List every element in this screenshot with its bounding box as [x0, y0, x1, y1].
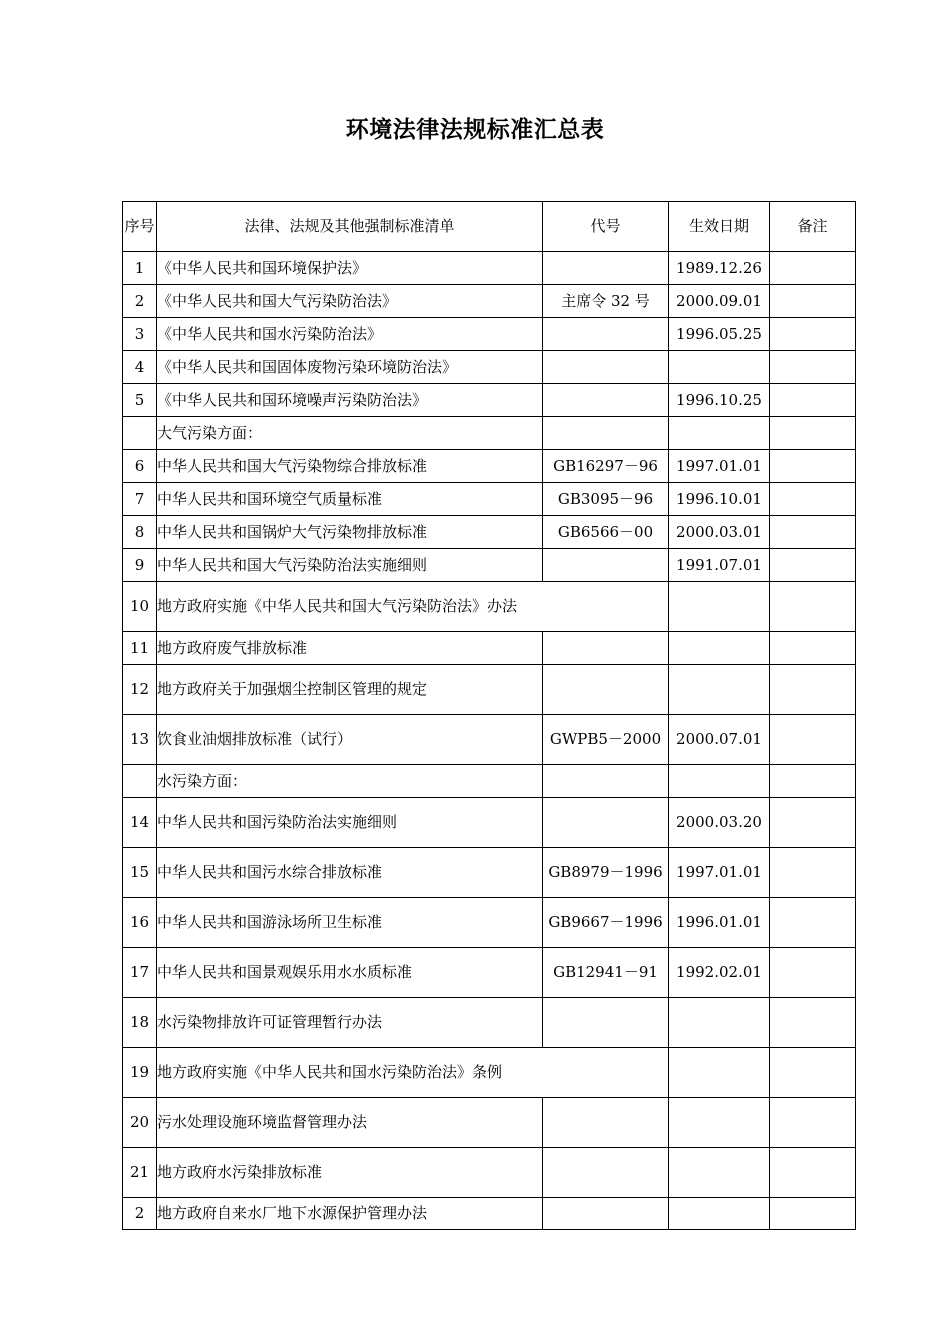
row-no: 19	[123, 1048, 157, 1098]
row-name: 《中华人民共和国环境保护法》	[157, 252, 543, 285]
row-no: 16	[123, 898, 157, 948]
row-code	[543, 765, 669, 798]
row-no: 4	[123, 351, 157, 384]
row-code	[543, 798, 669, 848]
row-note	[770, 1148, 856, 1198]
row-date	[669, 1048, 770, 1098]
row-no: 9	[123, 549, 157, 582]
row-date	[669, 1148, 770, 1198]
section-row-air	[123, 417, 856, 450]
row-code: GB16297－96	[543, 450, 669, 483]
row-no: 15	[123, 848, 157, 898]
row-code	[543, 1198, 669, 1230]
row-name: 《中华人民共和国固体废物污染环境防治法》	[157, 351, 543, 384]
row-code: GB8979－1996	[543, 848, 669, 898]
row-note	[770, 582, 856, 632]
row-note	[770, 848, 856, 898]
row-date: 1989.12.26	[669, 252, 770, 285]
row-name: 中华人民共和国环境空气质量标准	[157, 483, 543, 516]
row-code	[543, 252, 669, 285]
row-note	[770, 898, 856, 948]
header-date: 生效日期	[669, 202, 770, 252]
row-note	[770, 1098, 856, 1148]
row-note	[770, 516, 856, 549]
row-code	[543, 1098, 669, 1148]
row-date	[669, 1098, 770, 1148]
row-code	[543, 549, 669, 582]
row-note	[770, 351, 856, 384]
row-code: GB9667－1996	[543, 898, 669, 948]
row-note	[770, 632, 856, 665]
row-name: 《中华人民共和国水污染防治法》	[157, 318, 543, 351]
row-no: 5	[123, 384, 157, 417]
table-row	[123, 549, 856, 582]
row-no: 20	[123, 1098, 157, 1148]
section-heading-air: 大气污染方面：	[157, 417, 543, 450]
row-code	[543, 1148, 669, 1198]
section-heading-water: 水污染方面：	[157, 765, 543, 798]
row-code	[543, 665, 669, 715]
header-no: 序号	[123, 202, 157, 252]
regulations-table	[122, 201, 856, 1230]
table-row	[123, 516, 856, 549]
row-name: 地方政府自来水厂地下水源保护管理办法	[157, 1198, 543, 1230]
table-header-row	[123, 202, 856, 252]
table-row	[123, 1148, 856, 1198]
header-name: 法律、法规及其他强制标准清单	[157, 202, 543, 252]
row-note	[770, 715, 856, 765]
table-row	[123, 483, 856, 516]
row-date: 1997.01.01	[669, 848, 770, 898]
row-no: 1	[123, 252, 157, 285]
table-row	[123, 252, 856, 285]
row-name: 中华人民共和国大气污染防治法实施细则	[157, 549, 543, 582]
row-note	[770, 1198, 856, 1230]
table-row	[123, 715, 856, 765]
row-date: 1997.01.01	[669, 450, 770, 483]
row-no: 14	[123, 798, 157, 848]
row-note	[770, 285, 856, 318]
table-row	[123, 798, 856, 848]
row-no: 3	[123, 318, 157, 351]
row-name: 中华人民共和国大气污染物综合排放标准	[157, 450, 543, 483]
row-no: 8	[123, 516, 157, 549]
row-date: 1996.05.25	[669, 318, 770, 351]
header-code: 代号	[543, 202, 669, 252]
table-row	[123, 582, 856, 632]
row-code: GB3095－96	[543, 483, 669, 516]
row-code	[543, 632, 669, 665]
row-code	[543, 318, 669, 351]
table-row	[123, 998, 856, 1048]
row-date	[669, 665, 770, 715]
row-no: 2	[123, 285, 157, 318]
row-date: 1996.01.01	[669, 898, 770, 948]
row-note	[770, 948, 856, 998]
row-no	[123, 417, 157, 450]
table-row	[123, 1048, 856, 1098]
table-row	[123, 898, 856, 948]
row-code: GWPB5－2000	[543, 715, 669, 765]
row-date	[669, 1198, 770, 1230]
row-no	[123, 765, 157, 798]
row-code: GB12941－91	[543, 948, 669, 998]
table-row	[123, 948, 856, 998]
row-date	[669, 998, 770, 1048]
row-note	[770, 483, 856, 516]
section-row-water	[123, 765, 856, 798]
table-row	[123, 285, 856, 318]
row-date	[669, 582, 770, 632]
table-row	[123, 351, 856, 384]
row-date: 1996.10.25	[669, 384, 770, 417]
row-date: 2000.03.01	[669, 516, 770, 549]
row-note	[770, 318, 856, 351]
row-name: 中华人民共和国锅炉大气污染物排放标准	[157, 516, 543, 549]
row-name: 地方政府关于加强烟尘控制区管理的规定	[157, 665, 543, 715]
row-date	[669, 417, 770, 450]
row-date: 1992.02.01	[669, 948, 770, 998]
row-code: GB6566－00	[543, 516, 669, 549]
row-no: 21	[123, 1148, 157, 1198]
row-code	[543, 384, 669, 417]
row-note	[770, 252, 856, 285]
row-date: 2000.09.01	[669, 285, 770, 318]
row-note	[770, 998, 856, 1048]
row-no: 11	[123, 632, 157, 665]
row-note	[770, 384, 856, 417]
row-no: 6	[123, 450, 157, 483]
row-note	[770, 549, 856, 582]
row-no: 12	[123, 665, 157, 715]
table-row	[123, 665, 856, 715]
table-row	[123, 848, 856, 898]
row-note	[770, 450, 856, 483]
header-note: 备注	[770, 202, 856, 252]
row-no: 7	[123, 483, 157, 516]
row-date	[669, 632, 770, 665]
row-code	[543, 998, 669, 1048]
table-row	[123, 384, 856, 417]
row-date	[669, 351, 770, 384]
row-no: 13	[123, 715, 157, 765]
table-row	[123, 450, 856, 483]
row-date	[669, 765, 770, 798]
row-no: 10	[123, 582, 157, 632]
table-row	[123, 318, 856, 351]
row-name: 地方政府实施《中华人民共和国大气污染防治法》办法	[157, 582, 669, 632]
table-row	[123, 1198, 856, 1230]
row-note	[770, 765, 856, 798]
row-name: 地方政府废气排放标准	[157, 632, 543, 665]
row-no: 17	[123, 948, 157, 998]
row-date: 1996.10.01	[669, 483, 770, 516]
row-no: 18	[123, 998, 157, 1048]
row-name: 水污染物排放许可证管理暂行办法	[157, 998, 543, 1048]
table-row	[123, 1098, 856, 1148]
row-name: 中华人民共和国污染防治法实施细则	[157, 798, 543, 848]
row-name: 地方政府水污染排放标准	[157, 1148, 543, 1198]
row-name: 中华人民共和国污水综合排放标准	[157, 848, 543, 898]
row-name: 中华人民共和国游泳场所卫生标准	[157, 898, 543, 948]
row-date: 2000.03.20	[669, 798, 770, 848]
row-note	[770, 665, 856, 715]
row-name: 污水处理设施环境监督管理办法	[157, 1098, 543, 1148]
row-date: 1991.07.01	[669, 549, 770, 582]
row-code	[543, 417, 669, 450]
row-code: 主席令 32 号	[543, 285, 669, 318]
row-name: 《中华人民共和国环境噪声污染防治法》	[157, 384, 543, 417]
row-date: 2000.07.01	[669, 715, 770, 765]
row-name: 《中华人民共和国大气污染防治法》	[157, 285, 543, 318]
row-no: 2	[123, 1198, 157, 1230]
row-name: 饮食业油烟排放标准（试行）	[157, 715, 543, 765]
page-title: 环境法律法规标准汇总表	[345, 116, 605, 143]
row-note	[770, 1048, 856, 1098]
row-name: 地方政府实施《中华人民共和国水污染防治法》条例	[157, 1048, 669, 1098]
row-name: 中华人民共和国景观娱乐用水水质标准	[157, 948, 543, 998]
row-note	[770, 417, 856, 450]
table-row	[123, 632, 856, 665]
row-note	[770, 798, 856, 848]
row-code	[543, 351, 669, 384]
